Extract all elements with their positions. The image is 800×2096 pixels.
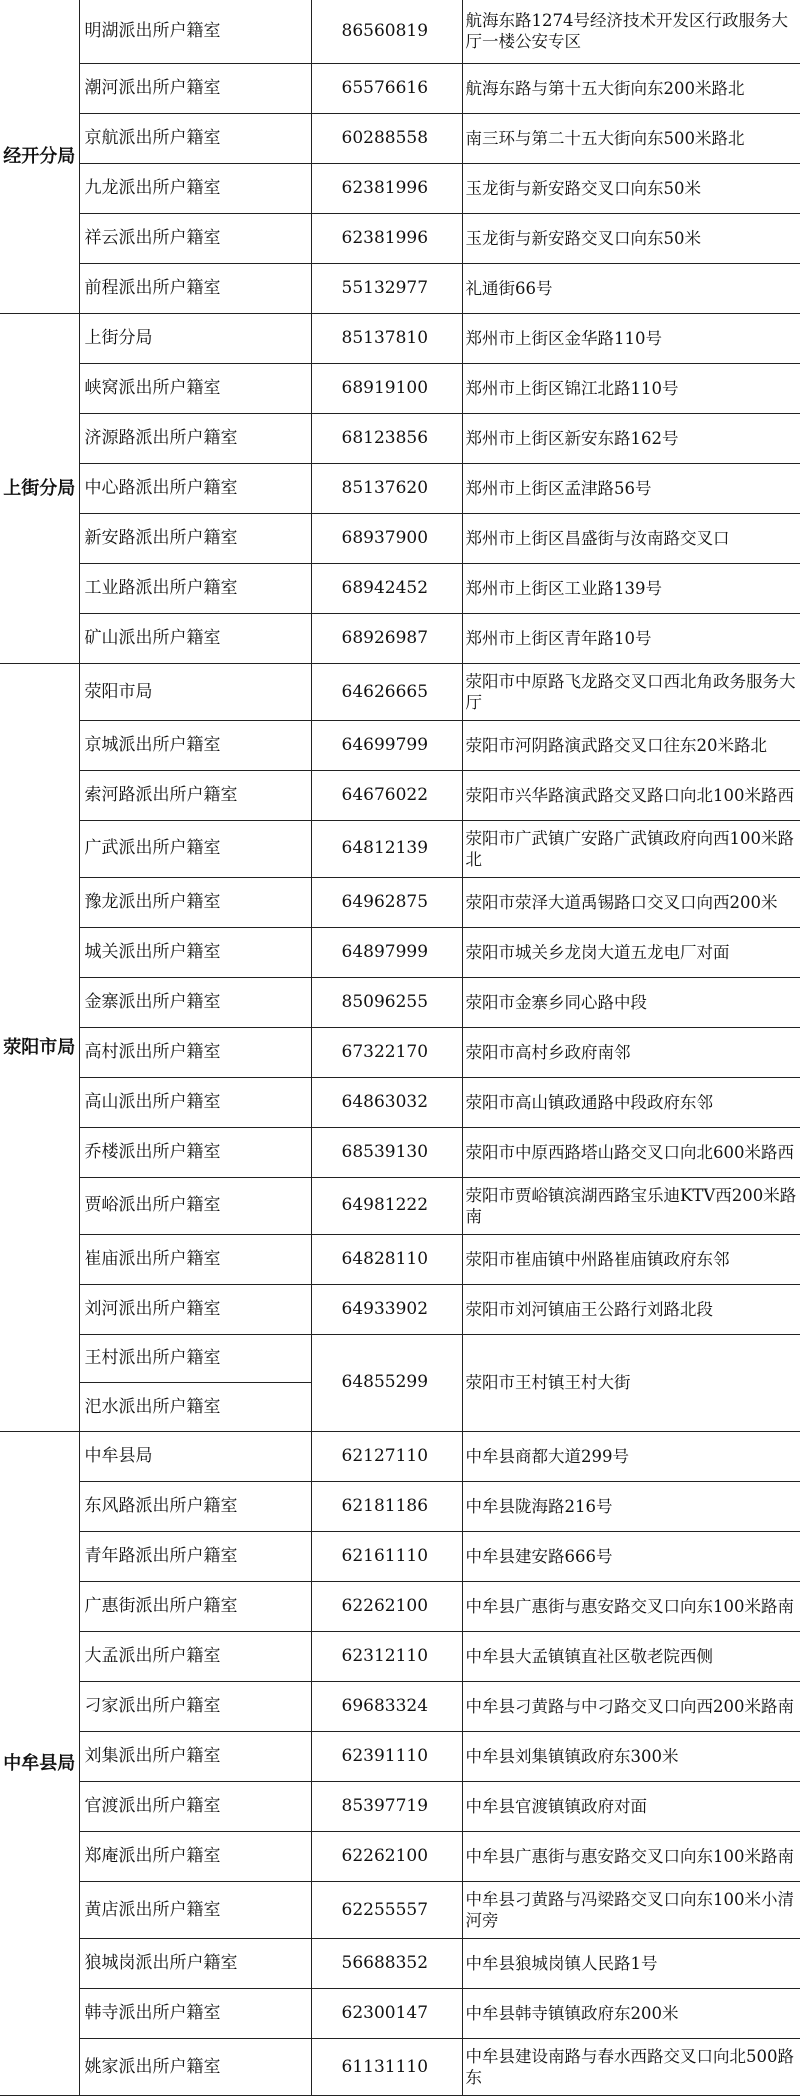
phone-cell: 64828110 <box>311 1234 462 1284</box>
address-cell: 中牟县狼城岗镇人民路1号 <box>462 1939 800 1989</box>
table-row <box>0 1582 800 1632</box>
address-cell: 中牟县商都大道299号 <box>462 1432 800 1482</box>
phone-cell: 64812139 <box>311 821 462 878</box>
table-row <box>0 821 800 878</box>
table-row <box>0 1732 800 1782</box>
address-cell: 荥阳市高山镇政通路中段政府东邻 <box>462 1077 800 1127</box>
office-name-cell: 中心路派出所户籍室 <box>79 464 311 514</box>
address-cell: 郑州市上街区工业路139号 <box>462 564 800 614</box>
phone-cell: 62262100 <box>311 1582 462 1632</box>
office-name-cell: 潮河派出所户籍室 <box>79 63 311 113</box>
address-cell: 中牟县官渡镇镇政府对面 <box>462 1782 800 1832</box>
address-cell: 荥阳市中原路飞龙路交叉口西北角政务服务大厅 <box>462 664 800 721</box>
address-cell: 南三环与第二十五大街向东500米路北 <box>462 113 800 163</box>
office-name-cell: 刘河派出所户籍室 <box>79 1284 311 1334</box>
office-name-cell: 中牟县局 <box>79 1432 311 1482</box>
table-row <box>0 770 800 820</box>
address-cell: 礼通街66号 <box>462 263 800 313</box>
phone-cell: 68539130 <box>311 1127 462 1177</box>
table-row <box>0 664 800 721</box>
table-row <box>0 1482 800 1532</box>
address-cell: 中牟县陇海路216号 <box>462 1482 800 1532</box>
table-row <box>0 263 800 313</box>
table-row <box>0 464 800 514</box>
address-cell: 荥阳市金寨乡同心路中段 <box>462 977 800 1027</box>
office-name-cell: 工业路派出所户籍室 <box>79 564 311 614</box>
phone-cell: 64626665 <box>311 664 462 721</box>
office-name-cell: 金寨派出所户籍室 <box>79 977 311 1027</box>
table-row <box>0 1432 800 1482</box>
office-name-cell: 韩寺派出所户籍室 <box>79 1989 311 2039</box>
table-row <box>0 1077 800 1127</box>
group-name-cell: 经开分局 <box>0 0 79 313</box>
table-row <box>0 414 800 464</box>
table-row <box>0 514 800 564</box>
address-cell: 中牟县建设南路与春水西路交叉口向北500路东 <box>462 2039 800 2096</box>
office-name-cell: 姚家派出所户籍室 <box>79 2039 311 2096</box>
office-name-cell: 京航派出所户籍室 <box>79 113 311 163</box>
phone-cell: 64855299 <box>311 1334 462 1431</box>
phone-cell: 68926987 <box>311 614 462 664</box>
address-cell: 中牟县广惠街与惠安路交叉口向东100米路南 <box>462 1832 800 1882</box>
table-row <box>0 1939 800 1989</box>
office-name-cell: 黄店派出所户籍室 <box>79 1882 311 1939</box>
address-cell: 航海东路1274号经济技术开发区行政服务大厅一楼公安专区 <box>462 0 800 63</box>
address-cell: 中牟县刁黄路与冯梁路交叉口向东100米小清河旁 <box>462 1882 800 1939</box>
office-name-cell: 高山派出所户籍室 <box>79 1077 311 1127</box>
address-cell: 郑州市上街区青年路10号 <box>462 614 800 664</box>
address-cell: 中牟县韩寺镇镇政府东200米 <box>462 1989 800 2039</box>
group-name-cell: 上街分局 <box>0 313 79 663</box>
address-cell: 航海东路与第十五大街向东200米路北 <box>462 63 800 113</box>
address-cell: 荥阳市刘河镇庙王公路行刘路北段 <box>462 1284 800 1334</box>
address-cell: 中牟县刘集镇镇政府东300米 <box>462 1732 800 1782</box>
office-name-cell: 汜水派出所户籍室 <box>79 1383 311 1432</box>
phone-cell: 64863032 <box>311 1077 462 1127</box>
phone-cell: 85137810 <box>311 313 462 363</box>
office-name-cell: 明湖派出所户籍室 <box>79 0 311 63</box>
office-name-cell: 高村派出所户籍室 <box>79 1027 311 1077</box>
address-cell: 玉龙街与新安路交叉口向东50米 <box>462 163 800 213</box>
office-name-cell: 崔庙派出所户籍室 <box>79 1234 311 1284</box>
phone-cell: 56688352 <box>311 1939 462 1989</box>
address-cell: 玉龙街与新安路交叉口向东50米 <box>462 213 800 263</box>
phone-cell: 64897999 <box>311 927 462 977</box>
office-name-cell: 官渡派出所户籍室 <box>79 1782 311 1832</box>
table-row <box>0 1532 800 1582</box>
office-name-cell: 乔楼派出所户籍室 <box>79 1127 311 1177</box>
office-name-cell: 济源路派出所户籍室 <box>79 414 311 464</box>
phone-cell: 62127110 <box>311 1432 462 1482</box>
table-row <box>0 364 800 414</box>
table-row <box>0 1682 800 1732</box>
phone-cell: 64962875 <box>311 877 462 927</box>
table-row <box>0 2039 800 2096</box>
phone-cell: 64981222 <box>311 1177 462 1234</box>
office-name-cell: 刘集派出所户籍室 <box>79 1732 311 1782</box>
office-name-cell: 城关派出所户籍室 <box>79 927 311 977</box>
office-name-cell: 京城派出所户籍室 <box>79 720 311 770</box>
table-row <box>0 1882 800 1939</box>
table-row <box>0 1284 800 1334</box>
table-row <box>0 1989 800 2039</box>
table-row <box>0 977 800 1027</box>
office-name-cell: 荥阳市局 <box>79 664 311 721</box>
phone-cell: 85137620 <box>311 464 462 514</box>
table-row <box>0 213 800 263</box>
office-name-cell: 上街分局 <box>79 313 311 363</box>
phone-cell: 85397719 <box>311 1782 462 1832</box>
office-name-cell: 前程派出所户籍室 <box>79 263 311 313</box>
office-name-cell: 大孟派出所户籍室 <box>79 1632 311 1682</box>
office-name-cell: 郑庵派出所户籍室 <box>79 1832 311 1882</box>
phone-cell: 62312110 <box>311 1632 462 1682</box>
table-row <box>0 564 800 614</box>
phone-cell: 62181186 <box>311 1482 462 1532</box>
table-row <box>0 1127 800 1177</box>
phone-cell: 68919100 <box>311 364 462 414</box>
office-name-cell: 矿山派出所户籍室 <box>79 614 311 664</box>
phone-cell: 55132977 <box>311 263 462 313</box>
phone-cell: 64699799 <box>311 720 462 770</box>
phone-cell: 86560819 <box>311 0 462 63</box>
address-cell: 荥阳市中原西路塔山路交叉口向北600米路西 <box>462 1127 800 1177</box>
office-name-cell: 九龙派出所户籍室 <box>79 163 311 213</box>
address-cell: 荥阳市荥泽大道禹锡路口交叉口向西200米 <box>462 877 800 927</box>
address-cell: 中牟县建安路666号 <box>462 1532 800 1582</box>
table-row <box>0 1782 800 1832</box>
table-row <box>0 877 800 927</box>
phone-cell: 62381996 <box>311 163 462 213</box>
table-row <box>0 614 800 664</box>
address-cell: 郑州市上街区金华路110号 <box>462 313 800 363</box>
address-cell: 郑州市上街区新安东路162号 <box>462 414 800 464</box>
phone-cell: 62300147 <box>311 1989 462 2039</box>
group-name-cell: 中牟县局 <box>0 1432 79 2096</box>
table-row <box>0 313 800 363</box>
address-cell: 荥阳市城关乡龙岗大道五龙电厂对面 <box>462 927 800 977</box>
phone-cell: 85096255 <box>311 977 462 1027</box>
table-row <box>0 163 800 213</box>
phone-cell: 68937900 <box>311 514 462 564</box>
phone-cell: 62391110 <box>311 1732 462 1782</box>
office-name-cell: 祥云派出所户籍室 <box>79 213 311 263</box>
table-row <box>0 927 800 977</box>
table-row <box>0 1027 800 1077</box>
phone-cell: 67322170 <box>311 1027 462 1077</box>
address-cell: 中牟县广惠街与惠安路交叉口向东100米路南 <box>462 1582 800 1632</box>
office-name-cell: 狼城岗派出所户籍室 <box>79 1939 311 1989</box>
phone-cell: 68942452 <box>311 564 462 614</box>
address-cell: 荥阳市王村镇王村大街 <box>462 1334 800 1431</box>
office-name-cell: 峡窝派出所户籍室 <box>79 364 311 414</box>
office-name-cell: 贾峪派出所户籍室 <box>79 1177 311 1234</box>
phone-cell: 64933902 <box>311 1284 462 1334</box>
address-cell: 荥阳市崔庙镇中州路崔庙镇政府东邻 <box>462 1234 800 1284</box>
table-row <box>0 1832 800 1882</box>
office-name-cell: 青年路派出所户籍室 <box>79 1532 311 1582</box>
address-cell: 中牟县大孟镇镇直社区敬老院西侧 <box>462 1632 800 1682</box>
table-row <box>0 1234 800 1284</box>
table-row <box>0 1632 800 1682</box>
office-name-cell: 广武派出所户籍室 <box>79 821 311 878</box>
office-name-cell: 豫龙派出所户籍室 <box>79 877 311 927</box>
group-name-cell: 荥阳市局 <box>0 664 79 1432</box>
phone-cell: 62381996 <box>311 213 462 263</box>
phone-cell: 65576616 <box>311 63 462 113</box>
table-row <box>0 0 800 63</box>
office-name-cell: 王村派出所户籍室 <box>79 1334 311 1383</box>
phone-cell: 69683324 <box>311 1682 462 1732</box>
office-name-cell: 索河路派出所户籍室 <box>79 770 311 820</box>
address-cell: 荥阳市兴华路演武路交叉路口向北100米路西 <box>462 770 800 820</box>
address-cell: 郑州市上街区锦江北路110号 <box>462 364 800 414</box>
table-row <box>0 720 800 770</box>
phone-cell: 61131110 <box>311 2039 462 2096</box>
address-cell: 荥阳市河阴路演武路交叉口往东20米路北 <box>462 720 800 770</box>
table-row <box>0 1334 800 1383</box>
office-name-cell: 新安路派出所户籍室 <box>79 514 311 564</box>
address-cell: 荥阳市广武镇广安路广武镇政府向西100米路北 <box>462 821 800 878</box>
address-cell: 郑州市上街区昌盛街与汝南路交叉口 <box>462 514 800 564</box>
phone-cell: 68123856 <box>311 414 462 464</box>
table-row <box>0 63 800 113</box>
address-cell: 中牟县刁黄路与中刁路交叉口向西200米路南 <box>462 1682 800 1732</box>
address-cell: 郑州市上街区孟津路56号 <box>462 464 800 514</box>
phone-cell: 62262100 <box>311 1832 462 1882</box>
table-row <box>0 113 800 163</box>
address-cell: 荥阳市贾峪镇滨湖西路宝乐迪KTV西200米路南 <box>462 1177 800 1234</box>
address-cell: 荥阳市高村乡政府南邻 <box>462 1027 800 1077</box>
office-name-cell: 东风路派出所户籍室 <box>79 1482 311 1532</box>
phone-cell: 64676022 <box>311 770 462 820</box>
phone-cell: 62255557 <box>311 1882 462 1939</box>
office-name-cell: 广惠街派出所户籍室 <box>79 1582 311 1632</box>
phone-cell: 62161110 <box>311 1532 462 1582</box>
office-name-cell: 刁家派出所户籍室 <box>79 1682 311 1732</box>
table-row <box>0 1177 800 1234</box>
phone-cell: 60288558 <box>311 113 462 163</box>
